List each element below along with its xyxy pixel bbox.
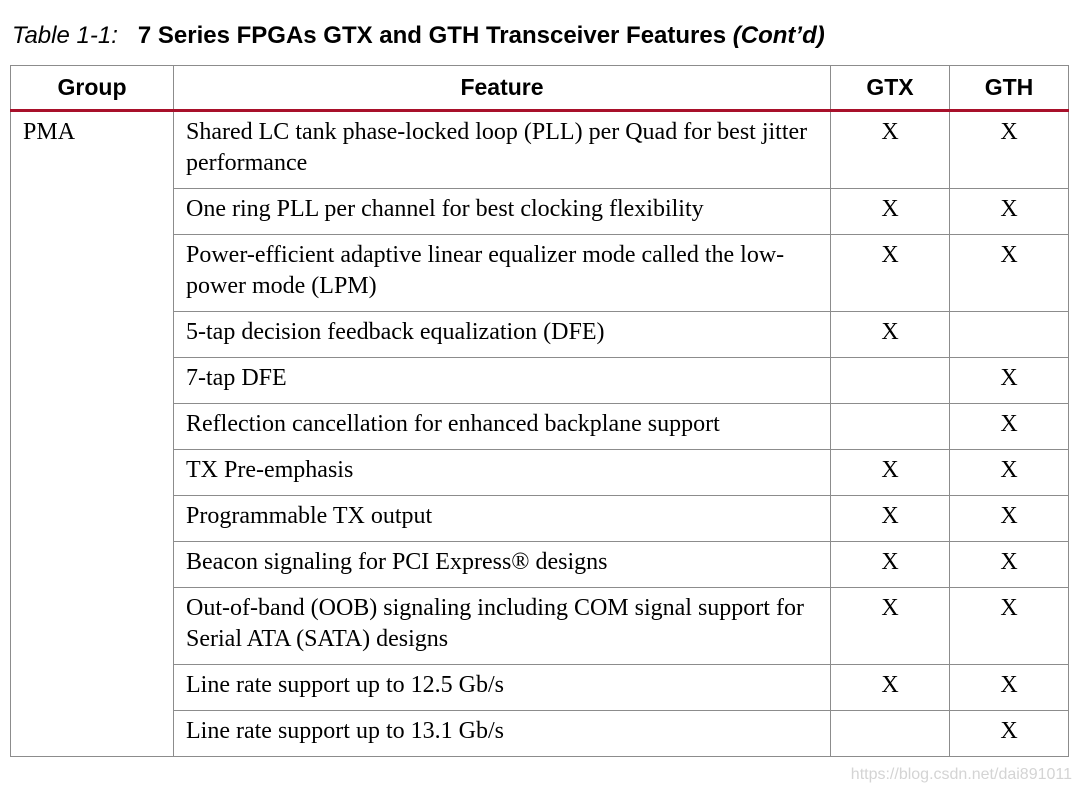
group-cell: PMA	[11, 111, 174, 757]
feature-cell: One ring PLL per channel for best clocking flexibility	[174, 189, 831, 235]
gth-cell: X	[950, 189, 1069, 235]
table-caption-suffix: (Cont’d)	[732, 22, 825, 49]
gtx-cell: X	[831, 450, 950, 496]
features-table	[10, 65, 1069, 757]
feature-cell: 5-tap decision feedback equalization (DFE)	[174, 312, 831, 358]
gth-cell: X	[950, 496, 1069, 542]
feature-cell: Programmable TX output	[174, 496, 831, 542]
feature-cell: Line rate support up to 13.1 Gb/s	[174, 711, 831, 757]
gth-cell: X	[950, 450, 1069, 496]
gtx-cell: X	[831, 235, 950, 312]
feature-cell: 7-tap DFE	[174, 358, 831, 404]
gth-cell: X	[950, 711, 1069, 757]
table-header-row	[11, 66, 1069, 111]
gtx-cell	[831, 711, 950, 757]
feature-cell: Shared LC tank phase-locked loop (PLL) per Quad for best jitter performance	[174, 111, 831, 189]
gth-cell: X	[950, 358, 1069, 404]
gth-cell: X	[950, 404, 1069, 450]
feature-cell: Power-efficient adaptive linear equalizer mode called the low-power mode (LPM)	[174, 235, 831, 312]
feature-cell: TX Pre-emphasis	[174, 450, 831, 496]
header-group: Group	[11, 66, 174, 111]
gtx-cell: X	[831, 189, 950, 235]
gth-cell: X	[950, 665, 1069, 711]
gtx-cell: X	[831, 111, 950, 189]
gth-cell	[950, 312, 1069, 358]
feature-cell: Line rate support up to 12.5 Gb/s	[174, 665, 831, 711]
gtx-cell: X	[831, 588, 950, 665]
gth-cell: X	[950, 235, 1069, 312]
gth-cell: X	[950, 588, 1069, 665]
header-gth: GTH	[950, 66, 1069, 111]
table-caption-label: Table 1-1:	[12, 22, 118, 49]
gtx-cell: X	[831, 496, 950, 542]
header-gtx: GTX	[831, 66, 950, 111]
gtx-cell: X	[831, 542, 950, 588]
gtx-cell	[831, 404, 950, 450]
table-caption-title: 7 Series FPGAs GTX and GTH Transceiver Features	[137, 22, 727, 49]
gtx-cell	[831, 358, 950, 404]
feature-cell: Out-of-band (OOB) signaling including COM signal support for Serial ATA (SATA) designs	[174, 588, 831, 665]
gtx-cell: X	[831, 665, 950, 711]
watermark: https://blog.csdn.net/dai891011	[850, 766, 1072, 783]
feature-cell: Reflection cancellation for enhanced backplane support	[174, 404, 831, 450]
gth-cell: X	[950, 542, 1069, 588]
gtx-cell: X	[831, 312, 950, 358]
table-row	[11, 111, 1069, 189]
header-feature: Feature	[174, 66, 831, 111]
feature-cell: Beacon signaling for PCI Express® designs	[174, 542, 831, 588]
gth-cell: X	[950, 111, 1069, 189]
table-caption	[12, 22, 825, 50]
